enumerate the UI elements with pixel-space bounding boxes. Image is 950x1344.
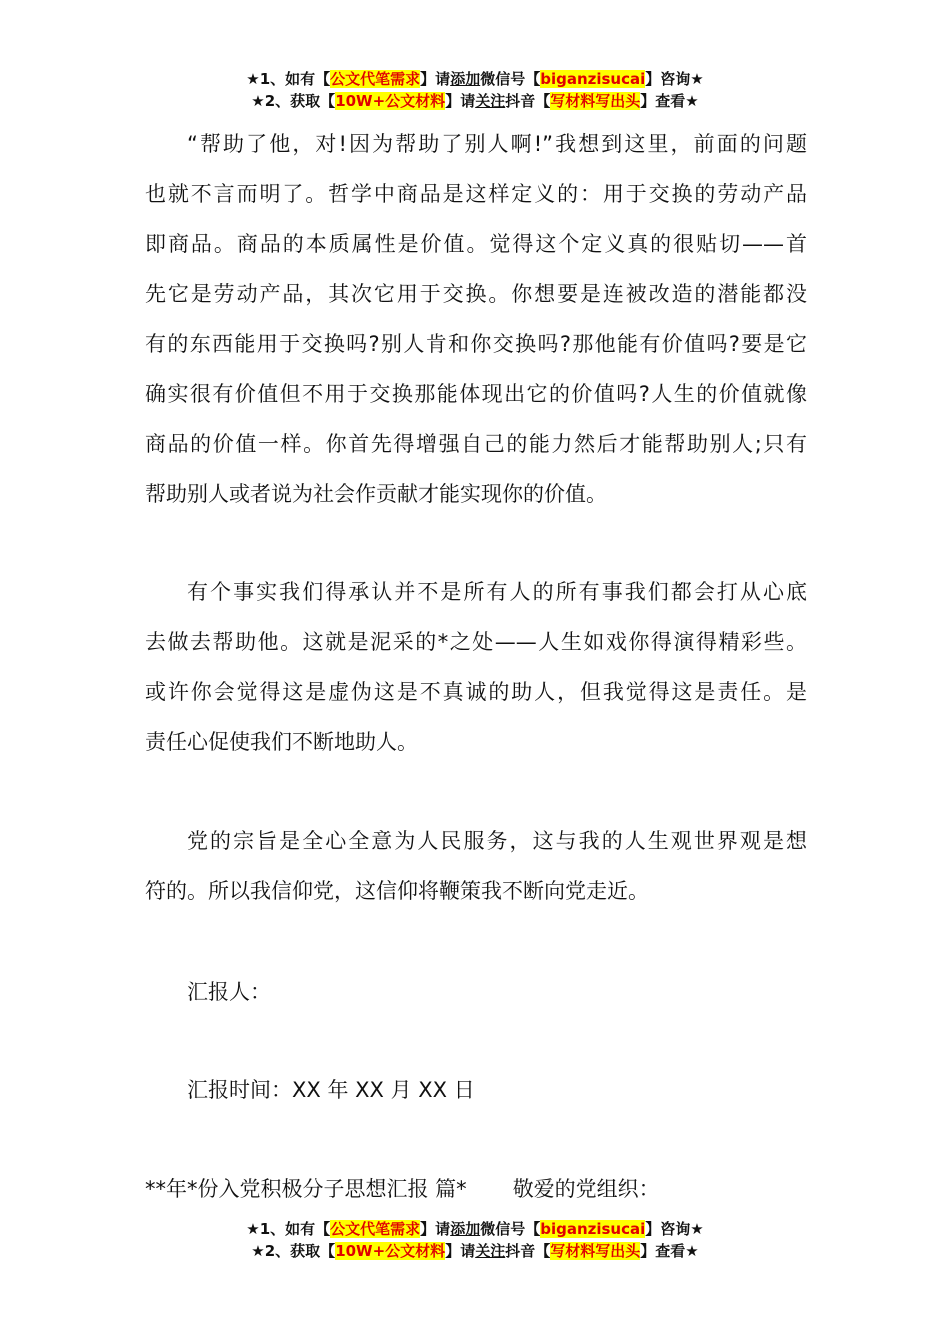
banner-highlight: biganzisucai bbox=[540, 1220, 646, 1238]
banner-line-1 bbox=[0, 1218, 950, 1240]
banner-line-2 bbox=[0, 90, 950, 112]
banner-text: ★1、如有【 bbox=[246, 70, 331, 88]
paragraph-line: 符的。所以我信仰党，这信仰将鞭策我不断向党走近。 bbox=[145, 879, 649, 903]
banner-emphasis: 关注 bbox=[475, 1242, 506, 1260]
paragraph-1 bbox=[145, 119, 807, 519]
paragraph-line: 有的东西能用于交换吗?别人肯和你交换吗?那他能有价值吗?要是它 bbox=[145, 332, 807, 356]
paragraph-2 bbox=[145, 567, 807, 767]
banner-text: 抖音【 bbox=[505, 1242, 551, 1260]
next-salutation: 敬爱的党组织： bbox=[512, 1177, 660, 1201]
paragraph-line: 责任心促使我们不断地助人。 bbox=[145, 730, 418, 754]
paragraph-line: 党的宗旨是全心全意为人民服务，这与我的人生观世界观是想 bbox=[187, 829, 807, 853]
paragraph-line: 也就不言而明了。哲学中商品是这样定义的：用于交换的劳动产品 bbox=[145, 182, 807, 206]
reporter-label: 汇报人： bbox=[187, 980, 271, 1004]
banner-emphasis: 关注 bbox=[475, 92, 506, 110]
banner-line-1 bbox=[0, 68, 950, 90]
paragraph-line: 确实很有价值但不用于交换那能体现出它的价值吗?人生的价值就像 bbox=[145, 382, 807, 406]
banner-text: 】咨询★ bbox=[645, 70, 704, 88]
banner-highlight: 公文代笔需求 bbox=[330, 1220, 421, 1238]
banner-emphasis: 添加 bbox=[450, 1220, 481, 1238]
paragraph-line: 或许你会觉得这是虚伪这是不真诚的助人，但我觉得这是责任。是 bbox=[145, 680, 807, 704]
banner-highlight: 10W+公文材料 bbox=[335, 92, 446, 110]
banner-text: 】咨询★ bbox=[645, 1220, 704, 1238]
banner-highlight: 写材料写出头 bbox=[550, 92, 641, 110]
paragraph-line: 有个事实我们得承认并不是所有人的所有事我们都会打从心底 bbox=[187, 580, 807, 604]
paragraph-3 bbox=[145, 816, 807, 916]
banner-text: ★1、如有【 bbox=[246, 1220, 331, 1238]
bottom-banner bbox=[0, 1218, 950, 1262]
next-heading: **年*份入党积极分子思想汇报 篇* bbox=[145, 1177, 467, 1201]
banner-text: 】查看★ bbox=[640, 92, 699, 110]
next-section-line bbox=[145, 1164, 807, 1214]
paragraph-line: 去做去帮助他。这就是泥采的*之处——人生如戏你得演得精彩些。 bbox=[145, 630, 807, 654]
paragraph-line: 先它是劳动产品，其次它用于交换。你想要是连被改造的潜能都没 bbox=[145, 282, 807, 306]
banner-emphasis: 添加 bbox=[450, 70, 481, 88]
paragraph-line: 即商品。商品的本质属性是价值。觉得这个定义真的很贴切——首 bbox=[145, 232, 807, 256]
banner-text: 微信号【 bbox=[480, 70, 541, 88]
banner-text: 】请 bbox=[445, 92, 476, 110]
paragraph-line: “帮助了他，对!因为帮助了别人啊!”我想到这里，前面的问题 bbox=[187, 132, 807, 156]
banner-text: 】请 bbox=[445, 1242, 476, 1260]
top-banner bbox=[0, 68, 950, 112]
banner-line-2 bbox=[0, 1240, 950, 1262]
banner-highlight: biganzisucai bbox=[540, 70, 646, 88]
banner-highlight: 写材料写出头 bbox=[550, 1242, 641, 1260]
paragraph-line: 商品的价值一样。你首先得增强自己的能力然后才能帮助别人;只有 bbox=[145, 432, 807, 456]
banner-text: ★2、获取【 bbox=[251, 1242, 336, 1260]
paragraph-line: 帮助别人或者说为社会作贡献才能实现你的价值。 bbox=[145, 482, 607, 506]
report-time: 汇报时间：XX 年 XX 月 XX 日 bbox=[187, 1078, 475, 1102]
banner-text: 】请 bbox=[420, 70, 451, 88]
banner-highlight: 10W+公文材料 bbox=[335, 1242, 446, 1260]
banner-text: ★2、获取【 bbox=[251, 92, 336, 110]
banner-text: 】请 bbox=[420, 1220, 451, 1238]
banner-text: 】查看★ bbox=[640, 1242, 699, 1260]
banner-text: 抖音【 bbox=[505, 92, 551, 110]
banner-text: 微信号【 bbox=[480, 1220, 541, 1238]
banner-highlight: 公文代笔需求 bbox=[330, 70, 421, 88]
